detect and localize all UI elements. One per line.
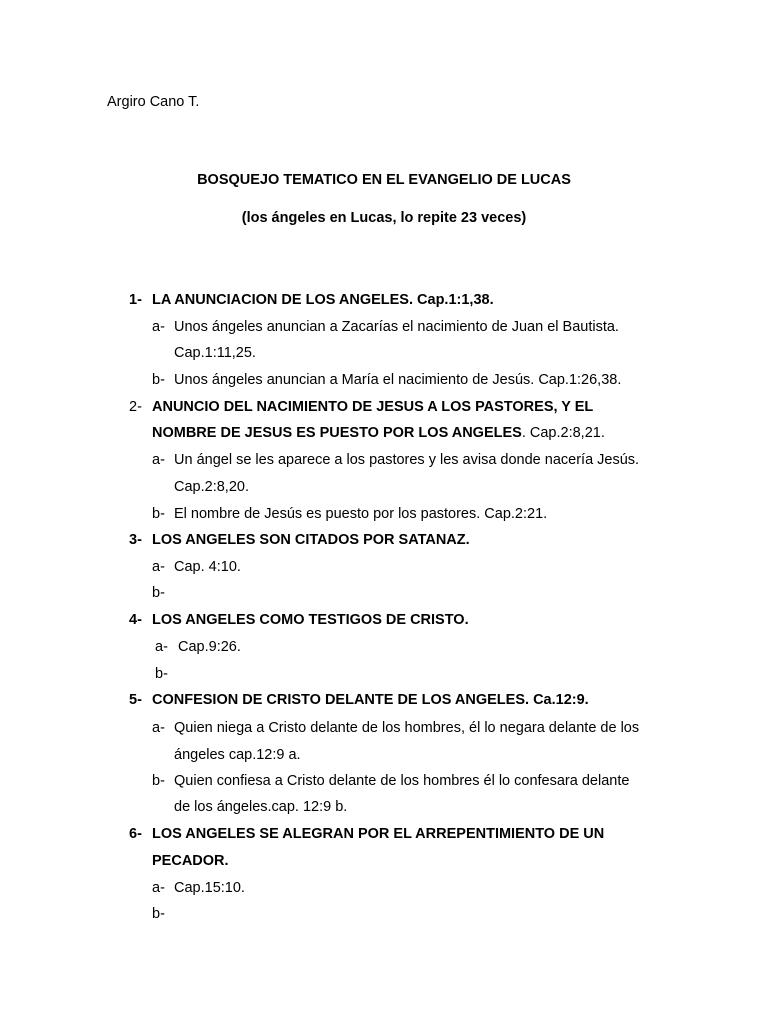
item-1a-text: Unos ángeles anuncian a Zacarías el nacimiento de Juan el Bautista. xyxy=(174,319,619,335)
section-1-heading: LA ANUNCIACION DE LOS ANGELES. Cap.1:1,38. xyxy=(152,292,494,308)
item-2a-text: Un ángel se les aparece a los pastores y les avisa donde nacería Jesús. xyxy=(174,452,640,468)
item-5b-text-cont: de los ángeles.cap. 12:9 b. xyxy=(174,799,348,815)
item-5a-text-cont: ángeles cap.12:9 a. xyxy=(174,747,301,763)
item-2b-marker: b- xyxy=(152,506,165,522)
item-5a-text: Quien niega a Cristo delante de los hombres, él lo negara delante de los xyxy=(174,720,640,736)
item-3a-text: Cap. 4:10. xyxy=(174,559,241,575)
item-6a-marker: a- xyxy=(152,880,165,896)
section-3-number: 3- xyxy=(129,532,142,548)
item-1a-text-cont: Cap.1:11,25. xyxy=(174,345,256,361)
section-6-heading-cont: PECADOR. xyxy=(152,853,229,869)
section-5-heading: CONFESION DE CRISTO DELANTE DE LOS ANGELES. Ca.12:9. xyxy=(152,692,589,708)
item-6a-text: Cap.15:10. xyxy=(174,880,245,896)
item-2a-marker: a- xyxy=(152,452,165,468)
item-2b-text: El nombre de Jesús es puesto por los pastores. Cap.2:21. xyxy=(174,506,548,522)
section-2-number: 2- xyxy=(129,399,142,415)
section-4-heading: LOS ANGELES COMO TESTIGOS DE CRISTO. xyxy=(152,612,469,628)
item-1a-marker: a- xyxy=(152,319,165,335)
item-5b-text: Quien confiesa a Cristo delante de los hombres él lo confesara delante xyxy=(174,773,630,789)
item-5b-marker: b- xyxy=(152,773,165,789)
author-name: Argiro Cano T. xyxy=(107,94,200,110)
item-3b-marker: b- xyxy=(152,585,165,601)
document-title: BOSQUEJO TEMATICO EN EL EVANGELIO DE LUCAS xyxy=(197,172,571,188)
section-2-heading-ref: . Cap.2:8,21. xyxy=(521,425,605,441)
section-1-number: 1- xyxy=(129,292,142,308)
item-1b-text: Unos ángeles anuncian a María el nacimiento de Jesús. Cap.1:26,38. xyxy=(174,372,622,388)
item-4b-marker: b- xyxy=(155,666,168,682)
section-2-heading: ANUNCIO DEL NACIMIENTO DE JESUS A LOS PASTORES, Y EL xyxy=(152,399,594,415)
item-6b-marker: b- xyxy=(152,906,165,922)
section-3-heading: LOS ANGELES SON CITADOS POR SATANAZ. xyxy=(152,532,470,548)
section-2-heading-bold: NOMBRE DE JESUS ES PUESTO POR LOS ANGELES xyxy=(152,425,522,441)
section-4-number: 4- xyxy=(129,612,142,628)
item-5a-marker: a- xyxy=(152,720,165,736)
item-1b-marker: b- xyxy=(152,372,165,388)
document-subtitle: (los ángeles en Lucas, lo repite 23 veces) xyxy=(241,210,527,226)
item-2a-text-cont: Cap.2:8,20. xyxy=(174,479,249,495)
section-5-number: 5- xyxy=(129,692,142,708)
section-2-heading-cont xyxy=(152,424,605,442)
section-6-heading: LOS ANGELES SE ALEGRAN POR EL ARREPENTIMIENTO DE UN xyxy=(152,826,605,842)
section-6-number: 6- xyxy=(129,826,142,842)
item-4a-text: Cap.9:26. xyxy=(178,639,241,655)
item-4a-marker: a- xyxy=(155,639,168,655)
item-3a-marker: a- xyxy=(152,559,165,575)
